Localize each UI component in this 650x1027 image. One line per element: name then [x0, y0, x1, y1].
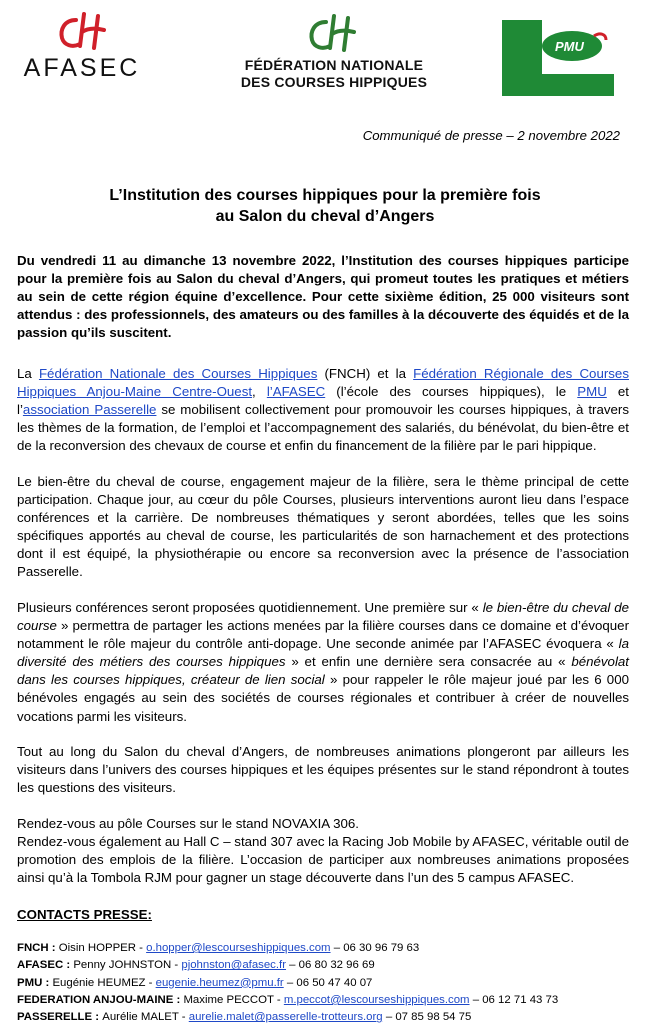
contact-name: Aurélie MALET - [102, 1011, 189, 1024]
afasec-logo-text: AFASEC [23, 54, 141, 82]
contacts-title: CONTACTS PRESSE: [17, 907, 152, 922]
contact-row [17, 992, 558, 1009]
link-afasec[interactable]: l’AFASEC [266, 384, 326, 400]
p4-text: » pour rappeler le rôle majeur joué par les 6 000 bénévoles engagés au sein des sociétés de courses régionales et contribuer à créer de nouvelles vocations parmi les visiteurs. [17, 672, 629, 724]
contact-phone: – 06 80 32 96 69 [286, 959, 375, 972]
link-fnch[interactable]: Fédération Nationale des Courses Hippiques [38, 366, 318, 381]
afasec-logo [12, 10, 152, 90]
contact-name: Maxime PECCOT - [183, 993, 284, 1006]
paragraph-partners [17, 365, 629, 455]
p4-italic: le bien-être du cheval de course [17, 600, 630, 634]
page-title [0, 185, 650, 227]
p4-text: » permettra de partager les actions menées par la filière courses dans ce domaine et d’évoquer notamment le rôle majeur du contrôle anti-dopage. Une seconde animée par l’AFASEC évoquera « [17, 618, 629, 652]
title-line-2: au Salon du cheval d’Angers [215, 208, 435, 225]
contact-name: Oisin HOPPER - [58, 942, 147, 954]
fnch-logo-line2: DES COURSES HIPPIQUES [240, 74, 428, 90]
p2-text: (l’école des courses hippiques), le [325, 384, 578, 400]
contact-phone: – 06 50 47 40 07 [283, 976, 373, 989]
contact-email-link[interactable]: eugenie.heumez@pmu.fr [155, 976, 284, 989]
contact-phone: – 07 85 98 54 75 [382, 1011, 472, 1024]
contact-org: AFASEC : [17, 959, 74, 972]
paragraph-animations: Tout au long du Salon du cheval d’Angers, de nombreuses animations plongeront par ailleurs les visiteurs dans l’univers des courses hippiques et les équipes présentes sur le stand répondront à toutes les questions des visiteurs. [17, 744, 629, 796]
afasec-ch-mark-icon [54, 12, 110, 52]
p4-text: » et enfin une dernière sera consacrée au « [285, 654, 572, 670]
press-release-date: Communiqué de presse – 2 novembre 2022 [362, 128, 620, 143]
p2-text: se mobilisent collectivement pour promouvoir les courses hippiques, à travers les thèmes de la formation, de l’emploi et l’accompagnement des salariés, du bénévolat, du bien-être et de la reconversion des chevaux de course et enfin du financement de la filière par le pari hippique. [17, 402, 629, 454]
contact-org: FNCH : [17, 942, 59, 954]
pmu-logo [502, 10, 614, 96]
pmu-logo-text: PMU [555, 39, 584, 54]
contacts-list [17, 940, 558, 1026]
p2-text: La [17, 366, 39, 381]
fnch-logo-line1: FÉDÉRATION NATIONALE [244, 57, 424, 73]
contact-row [17, 957, 558, 974]
fnch-logo [234, 10, 434, 90]
p4-text: Plusieurs conférences seront proposées quotidiennement. Une première sur « [17, 600, 483, 615]
paragraph-bien-etre: Le bien-être du cheval de course, engagement majeur de la filière, sera le thème principal de cette participation. Chaque jour, au cœur du pôle Courses, plusieurs interventions auront lieu dans l’espace conférences et la carrière. De nombreuses thématiques y seront abordées, telles que les soins spécifiques apportés au cheval de course, les particularités de son harnachement et des protections dont il est équipé, la physiothérapie ou encore sa reconversion avec la présence de l’association Passerelle. [17, 474, 629, 580]
contact-phone: – 06 30 96 79 63 [330, 942, 420, 954]
p4-italic: bénévolat dans les courses hippiques, créateur de lien social [17, 654, 629, 688]
p4-italic: la diversité des métiers des courses hippiques [17, 636, 629, 670]
contact-email-link[interactable]: m.peccot@lescourseshippiques.com [283, 993, 470, 1006]
link-association-passerelle[interactable]: association Passerelle [22, 402, 157, 418]
contact-row [17, 1009, 558, 1026]
link-federation-regionale[interactable]: Fédération Régionale des Courses Hippiques Anjou-Maine Centre-Ouest [17, 366, 629, 400]
contact-email-link[interactable]: aurelie.malet@passerelle-trotteurs.org [188, 1011, 383, 1024]
lead-paragraph: Du vendredi 11 au dimanche 13 novembre 2022, l’Institution des courses hippiques participe pour la première fois au Salon du cheval d’Angers, qui promeut toutes les pratiques et métiers au sein de cette région équine d’excellence. Pour cette sixième édition, 25 000 visiteurs sont attendus : des professionnels, des amateurs ou des familles à la découverte des équidés et de la passion qu’ils suscitent. [17, 253, 629, 341]
link-pmu[interactable]: PMU [577, 384, 607, 400]
contact-org: PMU : [17, 976, 53, 989]
contact-email-link[interactable]: o.hopper@lescourseshippiques.com [146, 942, 331, 954]
contact-row [17, 940, 558, 957]
contact-org: FEDERATION ANJOU-MAINE : [17, 993, 184, 1006]
fnch-ch-mark-icon [304, 12, 360, 54]
contact-name: Penny JOHNSTON - [73, 959, 182, 972]
contact-email-link[interactable]: pjohnston@afasec.fr [181, 959, 287, 972]
contact-phone: – 06 12 71 43 73 [469, 993, 559, 1006]
p2-text: , [252, 384, 267, 400]
rendez-vous-line: Rendez-vous au pôle Courses sur le stand NOVAXIA 306. [17, 816, 359, 831]
title-line-1: L’Institution des courses hippiques pour la première fois [109, 187, 541, 204]
p2-text: (FNCH) et la [317, 366, 414, 381]
p2-text: et l’ [17, 384, 629, 418]
contact-name: Eugénie HEUMEZ - [52, 976, 156, 989]
contact-org: PASSERELLE : [17, 1011, 103, 1024]
paragraph-conferences [17, 599, 629, 726]
paragraph-rendez-vous [17, 815, 629, 887]
rendez-vous-details: Rendez-vous également au Hall C – stand 307 avec la Racing Job Mobile by AFASEC, véritable outil de promotion des emplois de la filière. L’occasion de participer aux nombreuses animations proposées ainsi qu’à la Tombola RJM pour gagner un stage découverte dans l’un des 5 campus AFASEC. [17, 834, 630, 886]
pmu-logo-icon [502, 10, 614, 96]
contact-row [17, 975, 558, 992]
